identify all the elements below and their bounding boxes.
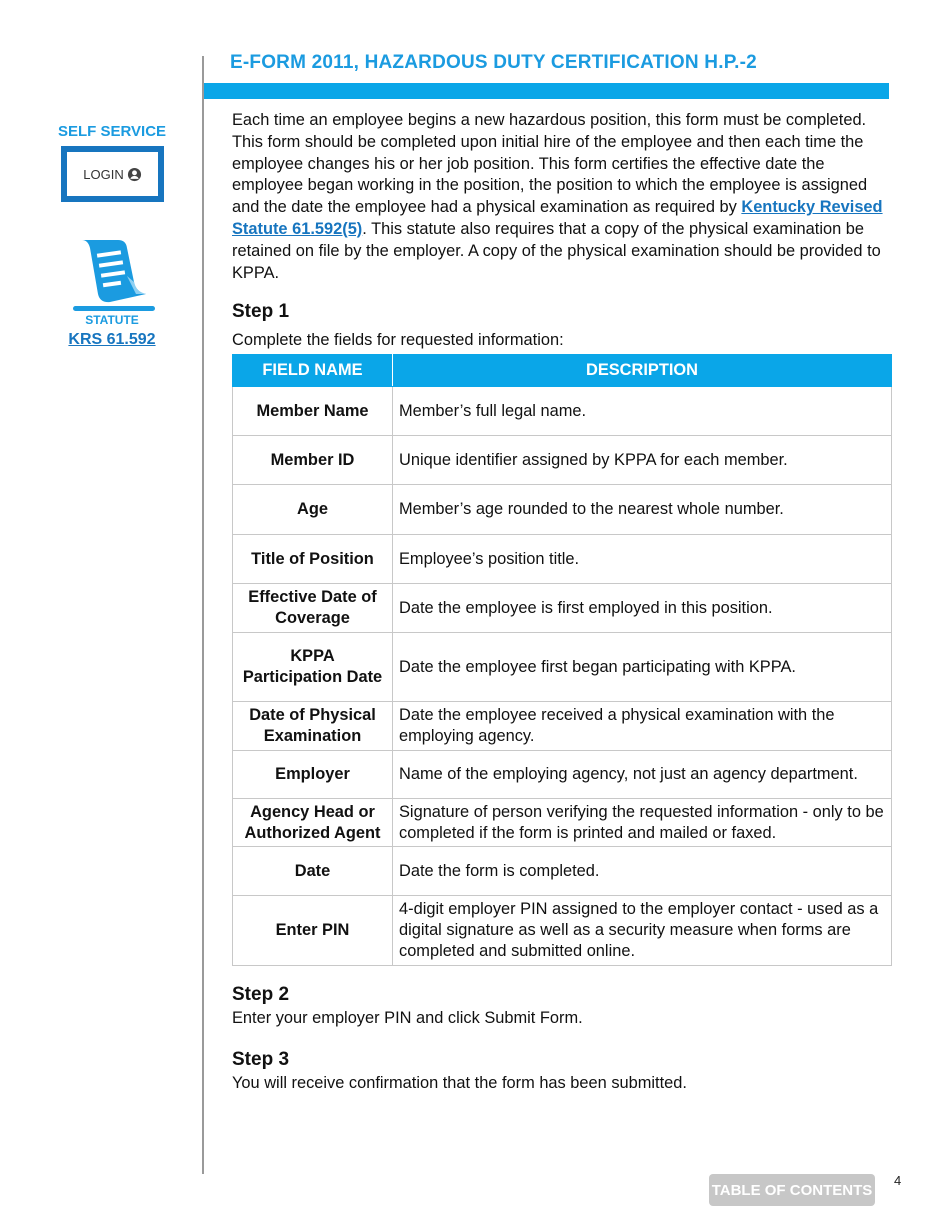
login-button-face[interactable] — [67, 152, 158, 196]
fields-table — [232, 354, 892, 966]
field-name-cell: Member Name — [233, 387, 393, 436]
field-name-cell: Member ID — [233, 436, 393, 485]
field-name-cell: Date of Physical Examination — [233, 702, 393, 751]
step1-heading: Step 1 — [232, 301, 290, 322]
field-name-cell: Employer — [233, 751, 393, 799]
field-name-cell: Enter PIN — [233, 896, 393, 966]
user-icon — [127, 167, 142, 182]
statute-link[interactable]: Kentucky Revised Statute 61.592(5) — [232, 198, 883, 238]
table-row — [233, 633, 892, 702]
field-name-cell: KPPA Participation Date — [233, 633, 393, 702]
step2-heading: Step 2 — [232, 984, 290, 1005]
step3-heading: Step 3 — [232, 1049, 290, 1070]
table-row — [233, 799, 892, 847]
krs-statute-link[interactable]: KRS 61.592 — [68, 331, 156, 348]
step3-text: You will receive confirmation that the form has been submitted. — [232, 1074, 687, 1092]
title-underline-bar — [204, 83, 889, 99]
field-desc-cell: Member’s full legal name. — [393, 387, 892, 436]
field-desc-cell: Member’s age rounded to the nearest whole number. — [393, 485, 892, 535]
field-desc-cell: Date the form is completed. — [393, 847, 892, 896]
field-name-cell: Age — [233, 485, 393, 535]
field-name-cell: Agency Head or Authorized Agent — [233, 799, 393, 847]
self-service-label: SELF SERVICE — [57, 123, 167, 140]
page-number: 4 — [894, 1173, 902, 1188]
step2-text: Enter your employer PIN and click Submit Form. — [232, 1009, 583, 1027]
field-desc-cell: Signature of person verifying the requested information - only to be completed if the form is printed and mailed or faxed. — [393, 799, 892, 847]
field-desc-cell: Date the employee first began participating with KPPA. — [393, 633, 892, 702]
table-header-row — [233, 355, 892, 387]
intro-text-end: . This statute also requires that a copy of the physical examination be retained on file by the employer. A copy of the physical examination should be provided to KPPA. — [232, 219, 881, 282]
table-row — [233, 387, 892, 436]
table-row — [233, 896, 892, 966]
header-description: DESCRIPTION — [393, 355, 892, 387]
table-row — [233, 751, 892, 799]
step1-text: Complete the fields for requested information: — [232, 331, 564, 349]
login-label: LOGIN — [83, 166, 124, 182]
table-of-contents-button[interactable]: TABLE OF CONTENTS — [709, 1174, 875, 1206]
field-desc-cell: Date the employee received a physical examination with the employing agency. — [393, 702, 892, 751]
sidebar-divider — [202, 56, 204, 1174]
table-row — [233, 847, 892, 896]
field-name-cell: Title of Position — [233, 535, 393, 584]
table-row — [233, 485, 892, 535]
intro-paragraph — [232, 110, 892, 284]
field-desc-cell: 4-digit employer PIN assigned to the employer contact - used as a digital signature as well as a security measure when forms are completed and submitted online. — [393, 896, 892, 966]
field-desc-cell: Unique identifier assigned by KPPA for each member. — [393, 436, 892, 485]
field-desc-cell: Date the employee is first employed in this position. — [393, 584, 892, 633]
table-row — [233, 584, 892, 633]
field-name-cell: Effective Date of Coverage — [233, 584, 393, 633]
field-desc-cell: Name of the employing agency, not just an agency department. — [393, 751, 892, 799]
field-name-cell: Date — [233, 847, 393, 896]
login-button[interactable] — [61, 146, 164, 202]
intro-text-start: Each time an employee begins a new hazardous position, this form must be completed. This form should be completed upon initial hire of the employee and then each time the employee changes his or her job position. This form certifies the effective date the employee began working in the position, the position to which the employee is assigned and the date the employee had a physical examination as required by — [232, 111, 868, 217]
page-title: E-FORM 2011, HAZARDOUS DUTY CERTIFICATION H.P.-2 — [230, 52, 757, 73]
table-row — [233, 535, 892, 584]
field-desc-cell: Employee’s position title. — [393, 535, 892, 584]
table-row — [233, 702, 892, 751]
table-row — [233, 436, 892, 485]
header-field-name: FIELD NAME — [233, 355, 393, 387]
document-scroll-icon — [70, 236, 156, 316]
statute-label: STATUTE — [85, 313, 139, 327]
